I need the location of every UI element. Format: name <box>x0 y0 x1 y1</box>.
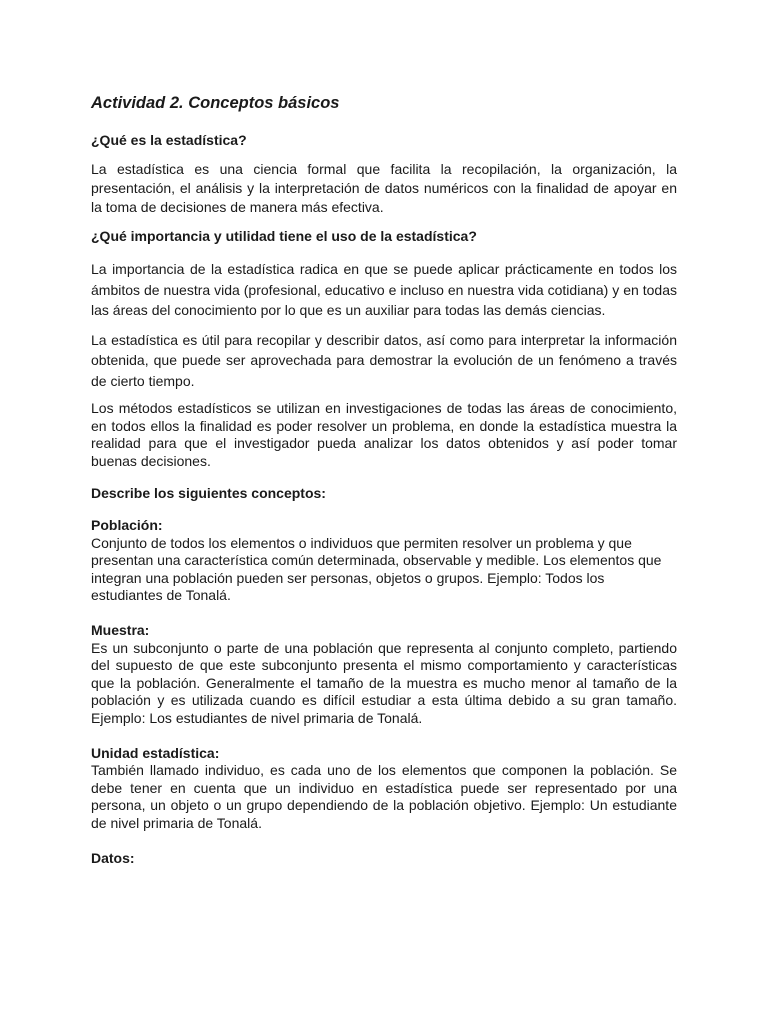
paragraph-utility: La estadística es útil para recopilar y describir datos, así como para interpretar la información obtenida, que puede ser aprovechada para demostrar la evolución de un fenómeno a través de cierto tiempo. <box>91 331 677 389</box>
concept-unidad-estadistica <box>91 745 677 833</box>
answer-what-is-statistics: La estadística es una ciencia formal que facilita la recopilación, la organización, la presentación, el análisis y la interpretación de datos numéricos con la finalidad de apoyar en la toma de decisiones de manera más efectiva. <box>91 161 677 215</box>
concept-definition: También llamado individuo, es cada uno de los elementos que componen la población. Se debe tener en cuenta que un individuo en estadística puede ser representado por una persona, un objeto o un grupo dependiendo de la población objetivo. Ejemplo: Un estudiante de nivel primaria de Tonalá. <box>91 762 677 831</box>
paragraph-methods: Los métodos estadísticos se utilizan en investigaciones de todas las áreas de conocimiento, en todos ellos la finalidad es poder resolver un problema, en donde la estadística muestra la realidad para que el investigador pueda analizar los datos obtenidos y así poder tomar buenas decisiones. <box>91 400 677 469</box>
question-importance-utility: ¿Qué importancia y utilidad tiene el uso de la estadística? <box>91 228 477 244</box>
concept-term: Muestra: <box>91 621 150 638</box>
concept-poblacion <box>91 517 677 605</box>
concept-datos <box>91 850 677 868</box>
document-page <box>91 92 677 884</box>
concept-muestra <box>91 622 677 728</box>
concept-term: Población: <box>91 517 163 533</box>
concept-term: Unidad estadística: <box>91 744 220 761</box>
concept-term: Datos: <box>91 849 135 866</box>
document-title: Actividad 2. Conceptos básicos <box>91 94 340 112</box>
question-what-is-statistics: ¿Qué es la estadística? <box>91 132 247 148</box>
concept-definition: Es un subconjunto o parte de una población que representa al conjunto completo, partiendo del supuesto de que este subconjunto presenta el mismo comportamiento y características que la población. Generalmente el tamaño de la muestra es mucho menor al tamaño de la población y es utilizada cuando es difícil estudiar a esta última debido a su gran tamaño. Ejemplo: Los estudiantes de nivel primaria de Tonalá. <box>91 639 677 726</box>
concepts-heading: Describe los siguientes conceptos: <box>91 485 326 501</box>
paragraph-importance: La importancia de la estadística radica en que se puede aplicar prácticamente en todos los ámbitos de nuestra vida (profesional, educativo e incluso en nuestra vida cotidiana) y en todas las áreas del conocimiento por lo que es un auxiliar para todas las demás ciencias. <box>91 261 677 318</box>
concept-definition: Conjunto de todos los elementos o individuos que permiten resolver un problema y que presentan una característica común determinada, observable y medible. Los elementos que integran una población pueden ser personas, objetos o grupos. Ejemplo: Todos los estudiantes de Tonalá. <box>91 534 662 604</box>
